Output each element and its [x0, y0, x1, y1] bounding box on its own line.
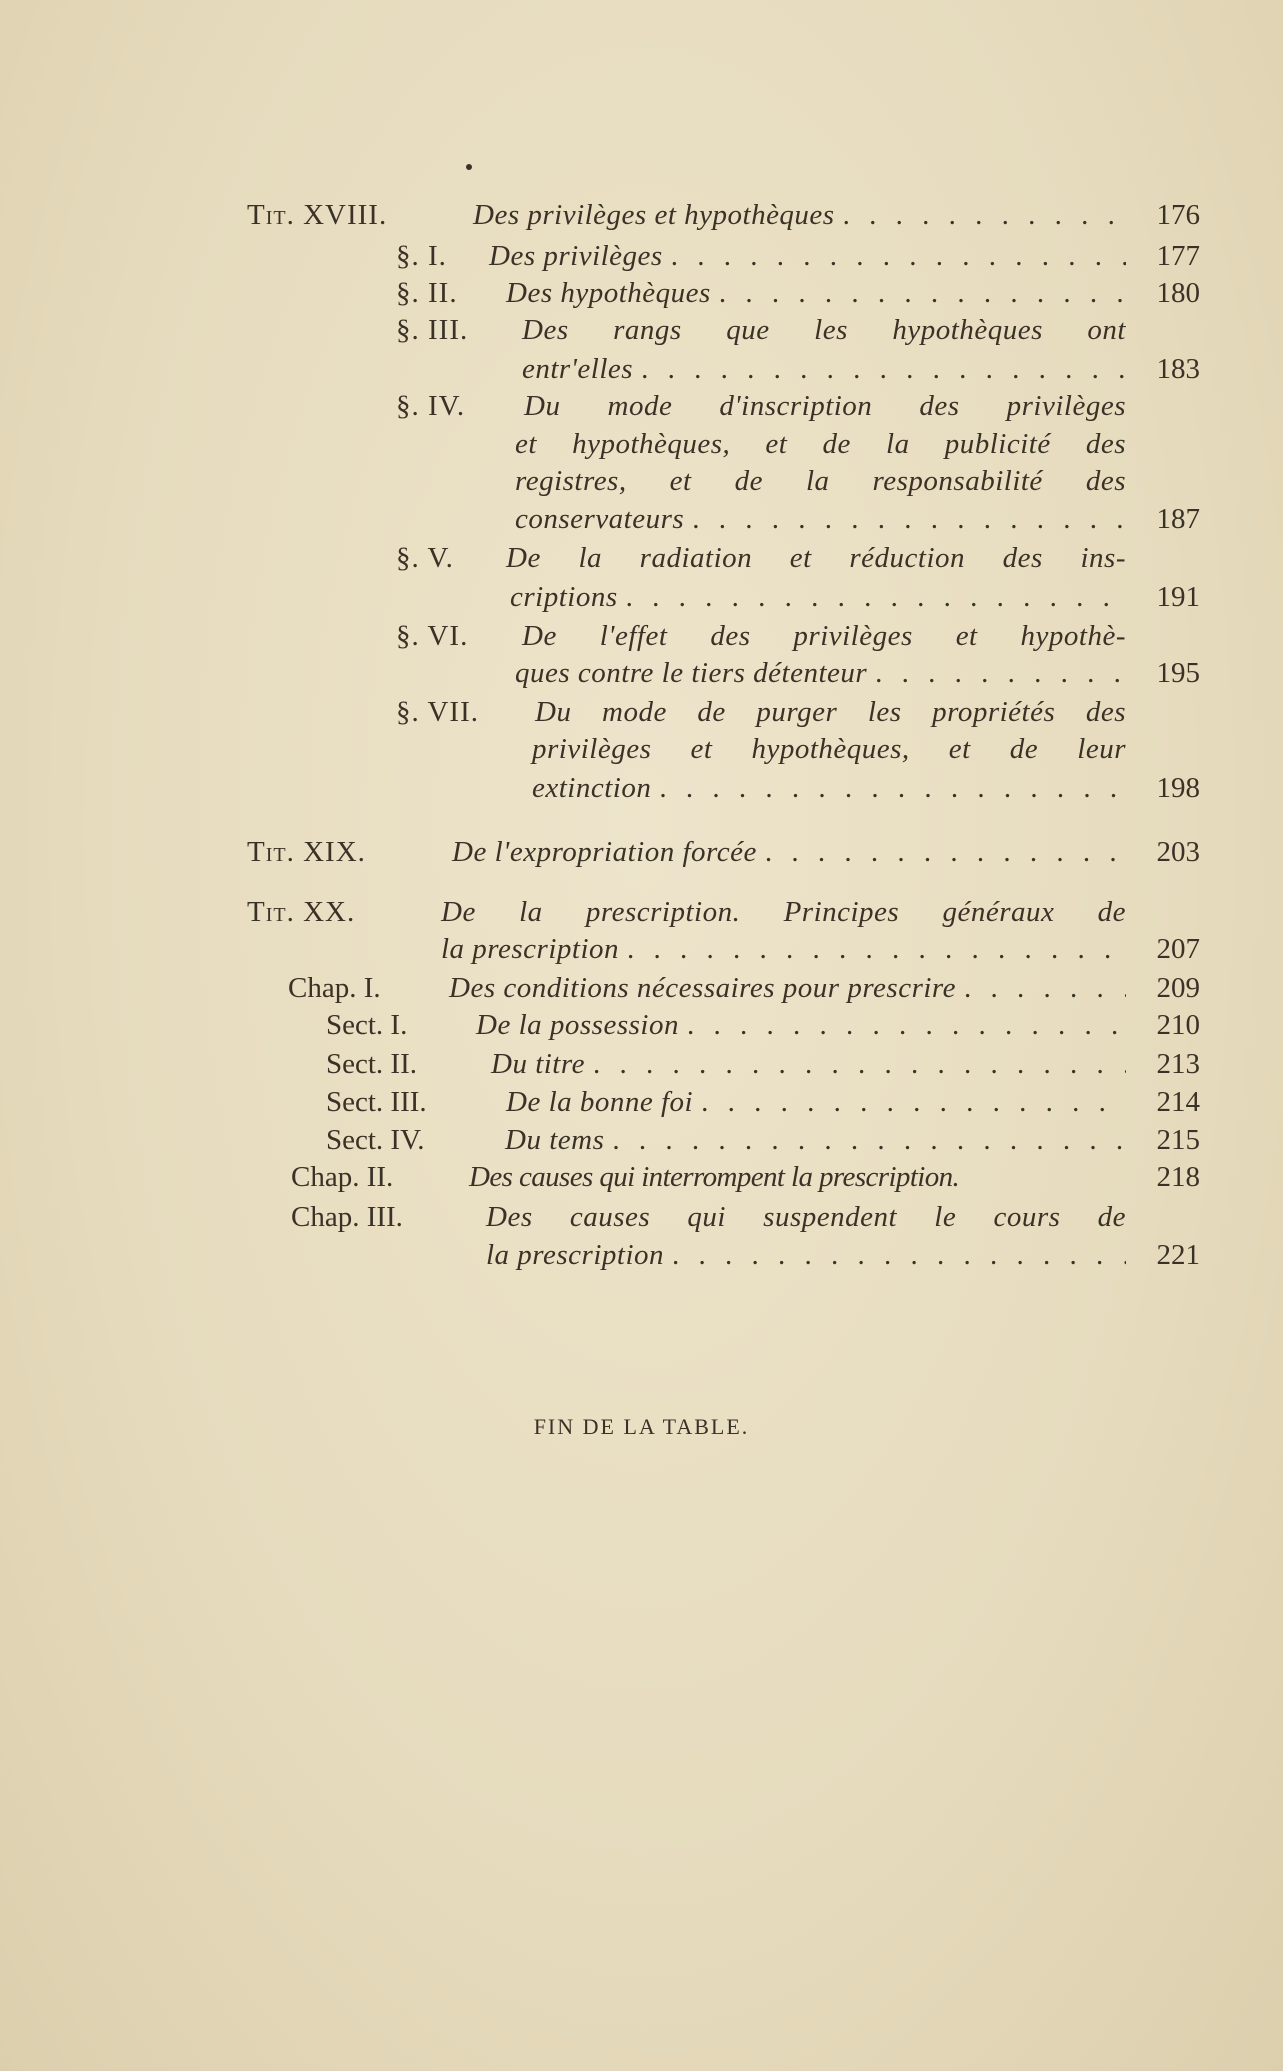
- entry-title: registres, et de la responsabilité des: [515, 465, 1126, 497]
- toc-entry-s2: [0, 274, 1283, 312]
- entry-title: Des hypothèques: [506, 277, 711, 309]
- toc-entry-s1: [0, 237, 1283, 275]
- toc-entry-s4-cont: [0, 425, 1283, 463]
- page-number: 207: [1156, 933, 1200, 965]
- toc-entry-chap-1: [0, 969, 1283, 1007]
- page-number: 214: [1156, 1086, 1200, 1118]
- entry-title: privilèges et hypothèques, et de leur: [532, 733, 1126, 765]
- entry-label: Sect. III.: [326, 1086, 427, 1118]
- page-number: 203: [1156, 836, 1200, 868]
- entry-label: Sect. I.: [326, 1009, 408, 1041]
- page-number: 176: [1156, 199, 1200, 231]
- entry-label: §. IV.: [396, 390, 466, 422]
- dot-leader: [585, 1045, 1126, 1083]
- entry-title: Du mode de purger les propriétés des: [535, 696, 1126, 728]
- entry-label: §. III.: [396, 314, 469, 346]
- entry-label: §. VII.: [396, 696, 479, 728]
- toc-entry-s3: [0, 311, 1283, 349]
- toc-entry-s5: [0, 539, 1283, 577]
- entry-title: Du titre: [491, 1048, 585, 1080]
- page-number: 195: [1156, 657, 1200, 689]
- page-number: 187: [1156, 503, 1200, 535]
- toc-entry-tit-20: [0, 893, 1283, 931]
- entry-title: ques contre le tiers détenteur: [515, 657, 868, 689]
- dot-leader: [835, 196, 1126, 234]
- entry-label: Chap. III.: [291, 1201, 403, 1233]
- page-number: 210: [1156, 1009, 1200, 1041]
- toc-entry-s3-cont: [0, 350, 1283, 388]
- toc-entry-chap-2: [0, 1158, 1283, 1196]
- toc-entry-s4: [0, 387, 1283, 425]
- entry-title: De l'expropriation forcée: [452, 836, 757, 868]
- entry-title: De l'effet des privilèges et hypothè-: [522, 620, 1126, 652]
- toc-entry-s6: [0, 617, 1283, 655]
- dot-leader: [867, 654, 1126, 692]
- entry-title: entr'elles: [522, 353, 634, 385]
- ink-mark: [466, 164, 472, 170]
- dot-leader: [619, 930, 1126, 968]
- entry-title: la prescription: [441, 933, 620, 965]
- dot-leader: [663, 237, 1126, 275]
- page-number: 218: [1156, 1161, 1200, 1193]
- dot-leader: [956, 969, 1126, 1007]
- entry-label: Tit. XX.: [247, 896, 356, 928]
- entry-title: Des causes qui suspendent le cours de: [486, 1201, 1126, 1233]
- toc-entry-s7: [0, 693, 1283, 731]
- page-number: 215: [1156, 1124, 1200, 1156]
- dot-leader: [684, 500, 1126, 538]
- dot-leader: [679, 1006, 1126, 1044]
- toc-entry-chap-3-cont: [0, 1236, 1283, 1274]
- entry-label: §. V.: [396, 542, 454, 574]
- entry-label: Tit. XVIII.: [247, 199, 388, 231]
- entry-title: conservateurs: [515, 503, 685, 535]
- dot-leader: [711, 274, 1126, 312]
- entry-title: Des causes qui interrompent la prescription.: [469, 1161, 960, 1193]
- dot-leader: [633, 350, 1126, 388]
- toc-entry-s4-cont: [0, 500, 1283, 538]
- entry-title: De la prescription. Principes généraux de: [441, 896, 1126, 928]
- page-number: 183: [1156, 353, 1200, 385]
- entry-title: et hypothèques, et de la publicité des: [515, 428, 1126, 460]
- entry-title: Des rangs que les hypothèques ont: [522, 314, 1126, 346]
- entry-title: Des privilèges et hypothèques: [473, 199, 835, 231]
- entry-label: §. VI.: [396, 620, 469, 652]
- dot-leader: [651, 769, 1126, 807]
- entry-title: Des conditions nécessaires pour prescrire: [449, 972, 956, 1004]
- dot-leader: [618, 578, 1126, 616]
- toc-entry-sect-3: [0, 1083, 1283, 1121]
- entry-title: De la bonne foi: [506, 1086, 694, 1118]
- toc-entry-s6-cont: [0, 654, 1283, 692]
- dot-leader: [604, 1121, 1126, 1159]
- entry-title: la prescription: [486, 1239, 665, 1271]
- entry-label: Chap. I.: [288, 972, 381, 1004]
- entry-title: extinction: [532, 772, 652, 804]
- page-number: 191: [1156, 581, 1200, 613]
- toc-entry-tit-20-cont: [0, 930, 1283, 968]
- dot-leader: [664, 1236, 1126, 1274]
- entry-title: De la radiation et réduction des ins-: [506, 542, 1126, 574]
- page-number: 209: [1156, 972, 1200, 1004]
- page-number: 213: [1156, 1048, 1200, 1080]
- toc-entry-s7-cont: [0, 769, 1283, 807]
- toc-entry-tit-19: [0, 833, 1283, 871]
- entry-label: Chap. II.: [291, 1161, 394, 1193]
- entry-title: Du mode d'inscription des privilèges: [524, 390, 1126, 422]
- entry-title: criptions: [510, 581, 618, 613]
- entry-label: §. I.: [396, 240, 447, 272]
- page-number: 198: [1156, 772, 1200, 804]
- toc-entry-s4-cont: [0, 462, 1283, 500]
- entry-title: Du tems: [505, 1124, 605, 1156]
- entry-label: Sect. IV.: [326, 1124, 425, 1156]
- toc-entry-sect-2: [0, 1045, 1283, 1083]
- end-of-table-label: FIN DE LA TABLE.: [533, 1414, 750, 1439]
- toc-entry-sect-4: [0, 1121, 1283, 1159]
- toc-entry-s5-cont: [0, 578, 1283, 616]
- page-number: 177: [1156, 240, 1200, 272]
- toc-entry-s7-cont: [0, 730, 1283, 768]
- toc-entry-chap-3: [0, 1198, 1283, 1236]
- page-number: 221: [1156, 1239, 1200, 1271]
- entry-label: §. II.: [396, 277, 458, 309]
- dot-leader: [693, 1083, 1126, 1121]
- toc-entry-sect-1: [0, 1006, 1283, 1044]
- toc-entry-tit-18: [0, 196, 1283, 234]
- entry-label: Sect. II.: [326, 1048, 417, 1080]
- entry-label: Tit. XIX.: [247, 836, 366, 868]
- entry-title: Des privilèges: [489, 240, 663, 272]
- page-number: 180: [1156, 277, 1200, 309]
- entry-title: De la possession: [476, 1009, 679, 1041]
- dot-leader: [757, 833, 1126, 871]
